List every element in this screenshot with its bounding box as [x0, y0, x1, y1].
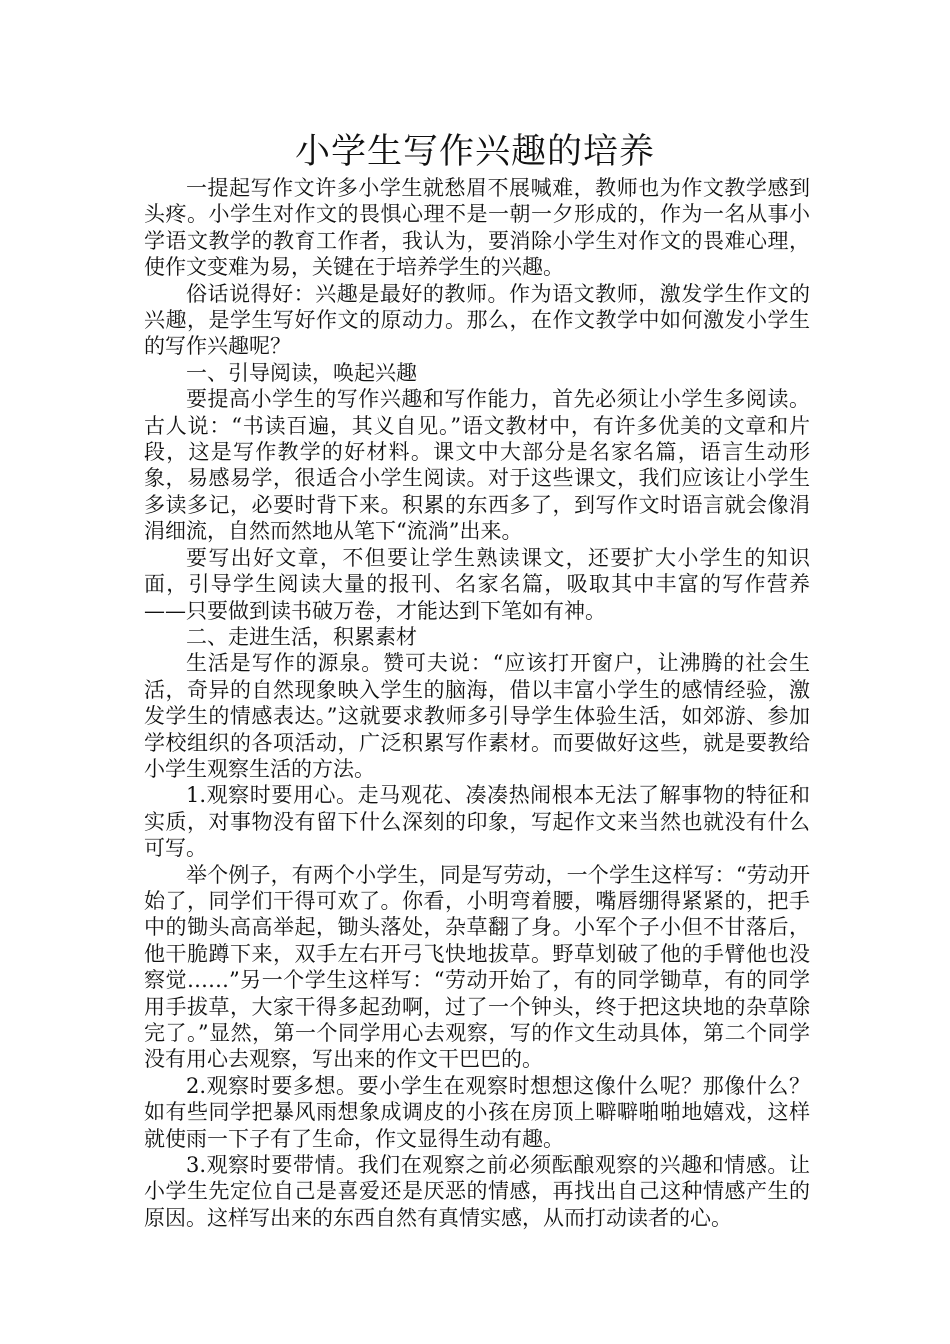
paragraph-example: 举个例子，有两个小学生，同是写劳动，一个学生这样写：“劳动开始了，同学们干得可欢了。你看，小明弯着腰，嘴唇绷得紧紧的，把手中的锄头高高举起，锄头落处，杂草翻了身。小军个子小但不甘落后，他干脆蹲下来，双手左右开弓飞快地拔草。野草划破了他的手臂他也没察觉……”另一个学生这样写：“劳动开始了，有的同学锄草，有的同学用手拔草，大家干得多起劲啊，过了一个钟头，终于把这块地的杂草除完了。”显然，第一个同学用心去观察，写的作文生动具体，第二个同学没有用心去观察，写出来的作文干巴巴的。 — [144, 862, 810, 1072]
paragraph-observe-think: 2.观察时要多想。要小学生在观察时想想这像什么呢？那像什么？如有些同学把暴风雨想象成调皮的小孩在房顶上噼噼啪啪地嬉戏，这样就使雨一下子有了生命，作文显得生动有趣。 — [144, 1073, 810, 1151]
paragraph-life: 生活是写作的源泉。赞可夫说：“应该打开窗户，让沸腾的社会生活，奇异的自然现象映入学生的脑海，借以丰富小学生的感情经验，激发学生的情感表达。”这就要求教师多引导学生体验生活，如郊游、参加学校组织的各项活动，广泛积累写作素材。而要做好这些，就是要教给小学生观察生活的方法。 — [144, 651, 810, 781]
document-body — [144, 175, 810, 1231]
paragraph-interest: 俗话说得好：兴趣是最好的教师。作为语文教师，激发学生作文的兴趣，是学生写好作文的原动力。那么，在作文教学中如何激发小学生的写作兴趣呢？ — [144, 281, 810, 359]
paragraph-observe-attentively: 1.观察时要用心。走马观花、凑凑热闹根本无法了解事物的特征和实质，对事物没有留下什么深刻的印象，写起作文来当然也就没有什么可写。 — [144, 783, 810, 861]
paragraph-extended-reading: 要写出好文章，不但要让学生熟读课文，还要扩大小学生的知识面，引导学生阅读大量的报刊、名家名篇，吸取其中丰富的写作营养——只要做到读书破万卷，才能达到下笔如有神。 — [144, 545, 810, 623]
paragraph-observe-emotion: 3.观察时要带情。我们在观察之前必须酝酿观察的兴趣和情感。让小学生先定位自己是喜爱还是厌恶的情感，再找出自己这种情感产生的原因。这样写出来的东西自然有真情实感，从而打动读者的心。 — [144, 1153, 810, 1230]
section-heading-life: 二、走进生活，积累素材 — [186, 624, 417, 649]
section-heading-reading: 一、引导阅读，唤起兴趣 — [186, 360, 417, 385]
paragraph-intro: 一提起写作文许多小学生就愁眉不展喊难，教师也为作文教学感到头疼。小学生对作文的畏惧心理不是一朝一夕形成的，作为一名从事小学语文教学的教育工作者，我认为，要消除小学生对作文的畏难心理，使作文变难为易，关键在于培养学生的兴趣。 — [144, 176, 810, 280]
paragraph-reading: 要提高小学生的写作兴趣和写作能力，首先必须让小学生多阅读。古人说：“书读百遍，其义自见。”语文教材中，有许多优美的文章和片段，这是写作教学的好材料。课文中大部分是名家名篇，语言生动形象，易感易学，很适合小学生阅读。对于这些课文，我们应该让小学生多读多记，必要时背下来。积累的东西多了，到写作文时语言就会像涓涓细流，自然而然地从笔下“流淌”出来。 — [144, 387, 810, 544]
document-title: 小学生写作兴趣的培养 — [294, 132, 655, 172]
